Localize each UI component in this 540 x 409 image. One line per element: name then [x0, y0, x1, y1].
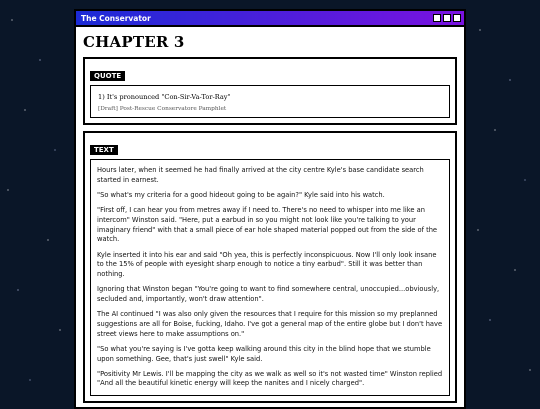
text-tag: TEXT	[90, 145, 118, 155]
quote-text: 1) It's pronounced "Con-Sir-Va-Tor-Ray"	[98, 93, 231, 101]
paragraph: "So what you're saying is I've gotta keep walking around this city in the blind hope that we stumble upon something. Gee, that's just swell" Kyle said.	[97, 344, 431, 363]
minimize-button[interactable]	[433, 14, 441, 22]
quote-box	[90, 85, 450, 118]
maximize-button[interactable]	[443, 14, 451, 22]
title-bar[interactable]	[76, 11, 464, 27]
paragraph: Hours later, when it seemed he had finally arrived at the city centre Kyle's base candidate search started in earnest.	[97, 166, 424, 184]
paragraph: "First off, I can hear you from metres away if I need to. There's no need to whisper into me like an intercom" Winston said. "Here, put a earbud in so you might not look like you're talking to your imaginary friend" with that a small piece of ear hole shaped material popped out from the side of the watch.	[97, 206, 438, 244]
paragraph: Kyle inserted it into his ear and said "Oh yea, this is perfectly inconspicuous. Now I'll only look insane to the 15% of people with eyesight sharp enough to notice a tiny earbud". Still it was better than nothing.	[97, 250, 437, 278]
quote-tag: QUOTE	[90, 71, 125, 81]
paragraph: "So what's my criteria for a good hideout going to be again?" Kyle said into his watch.	[97, 190, 385, 199]
window-content	[76, 27, 464, 403]
chapter-title: CHAPTER 3	[83, 33, 185, 51]
quote-source: [Draft] Post-Rescue Conservatore Pamphlet	[98, 106, 227, 112]
paragraph: Ignoring that Winston began "You're going to want to find somewhere central, unoccupied...obviously, secluded and, importantly, won't draw attention".	[97, 285, 440, 303]
quote-panel	[83, 57, 457, 125]
paragraph: "Positivity Mr Lewis. I'll be mapping the city as we walk as well so it's not wasted time" Winston replied "And all the beautiful kinetic energy will keep the nanites and I nicely charged".	[97, 369, 443, 388]
text-box	[90, 159, 450, 396]
window-controls	[433, 14, 461, 22]
paragraph: The AI continued "I was also only given the resources that I require for this mission so my preplanned suggestions are all for Boise, fucking, Idaho. I've got a general map of the entire globe but I don't have street views here to make assumptions on."	[97, 310, 443, 338]
close-button[interactable]	[453, 14, 461, 22]
app-window	[74, 9, 466, 409]
window-title: The Conservator	[81, 13, 151, 23]
text-panel	[83, 131, 457, 403]
